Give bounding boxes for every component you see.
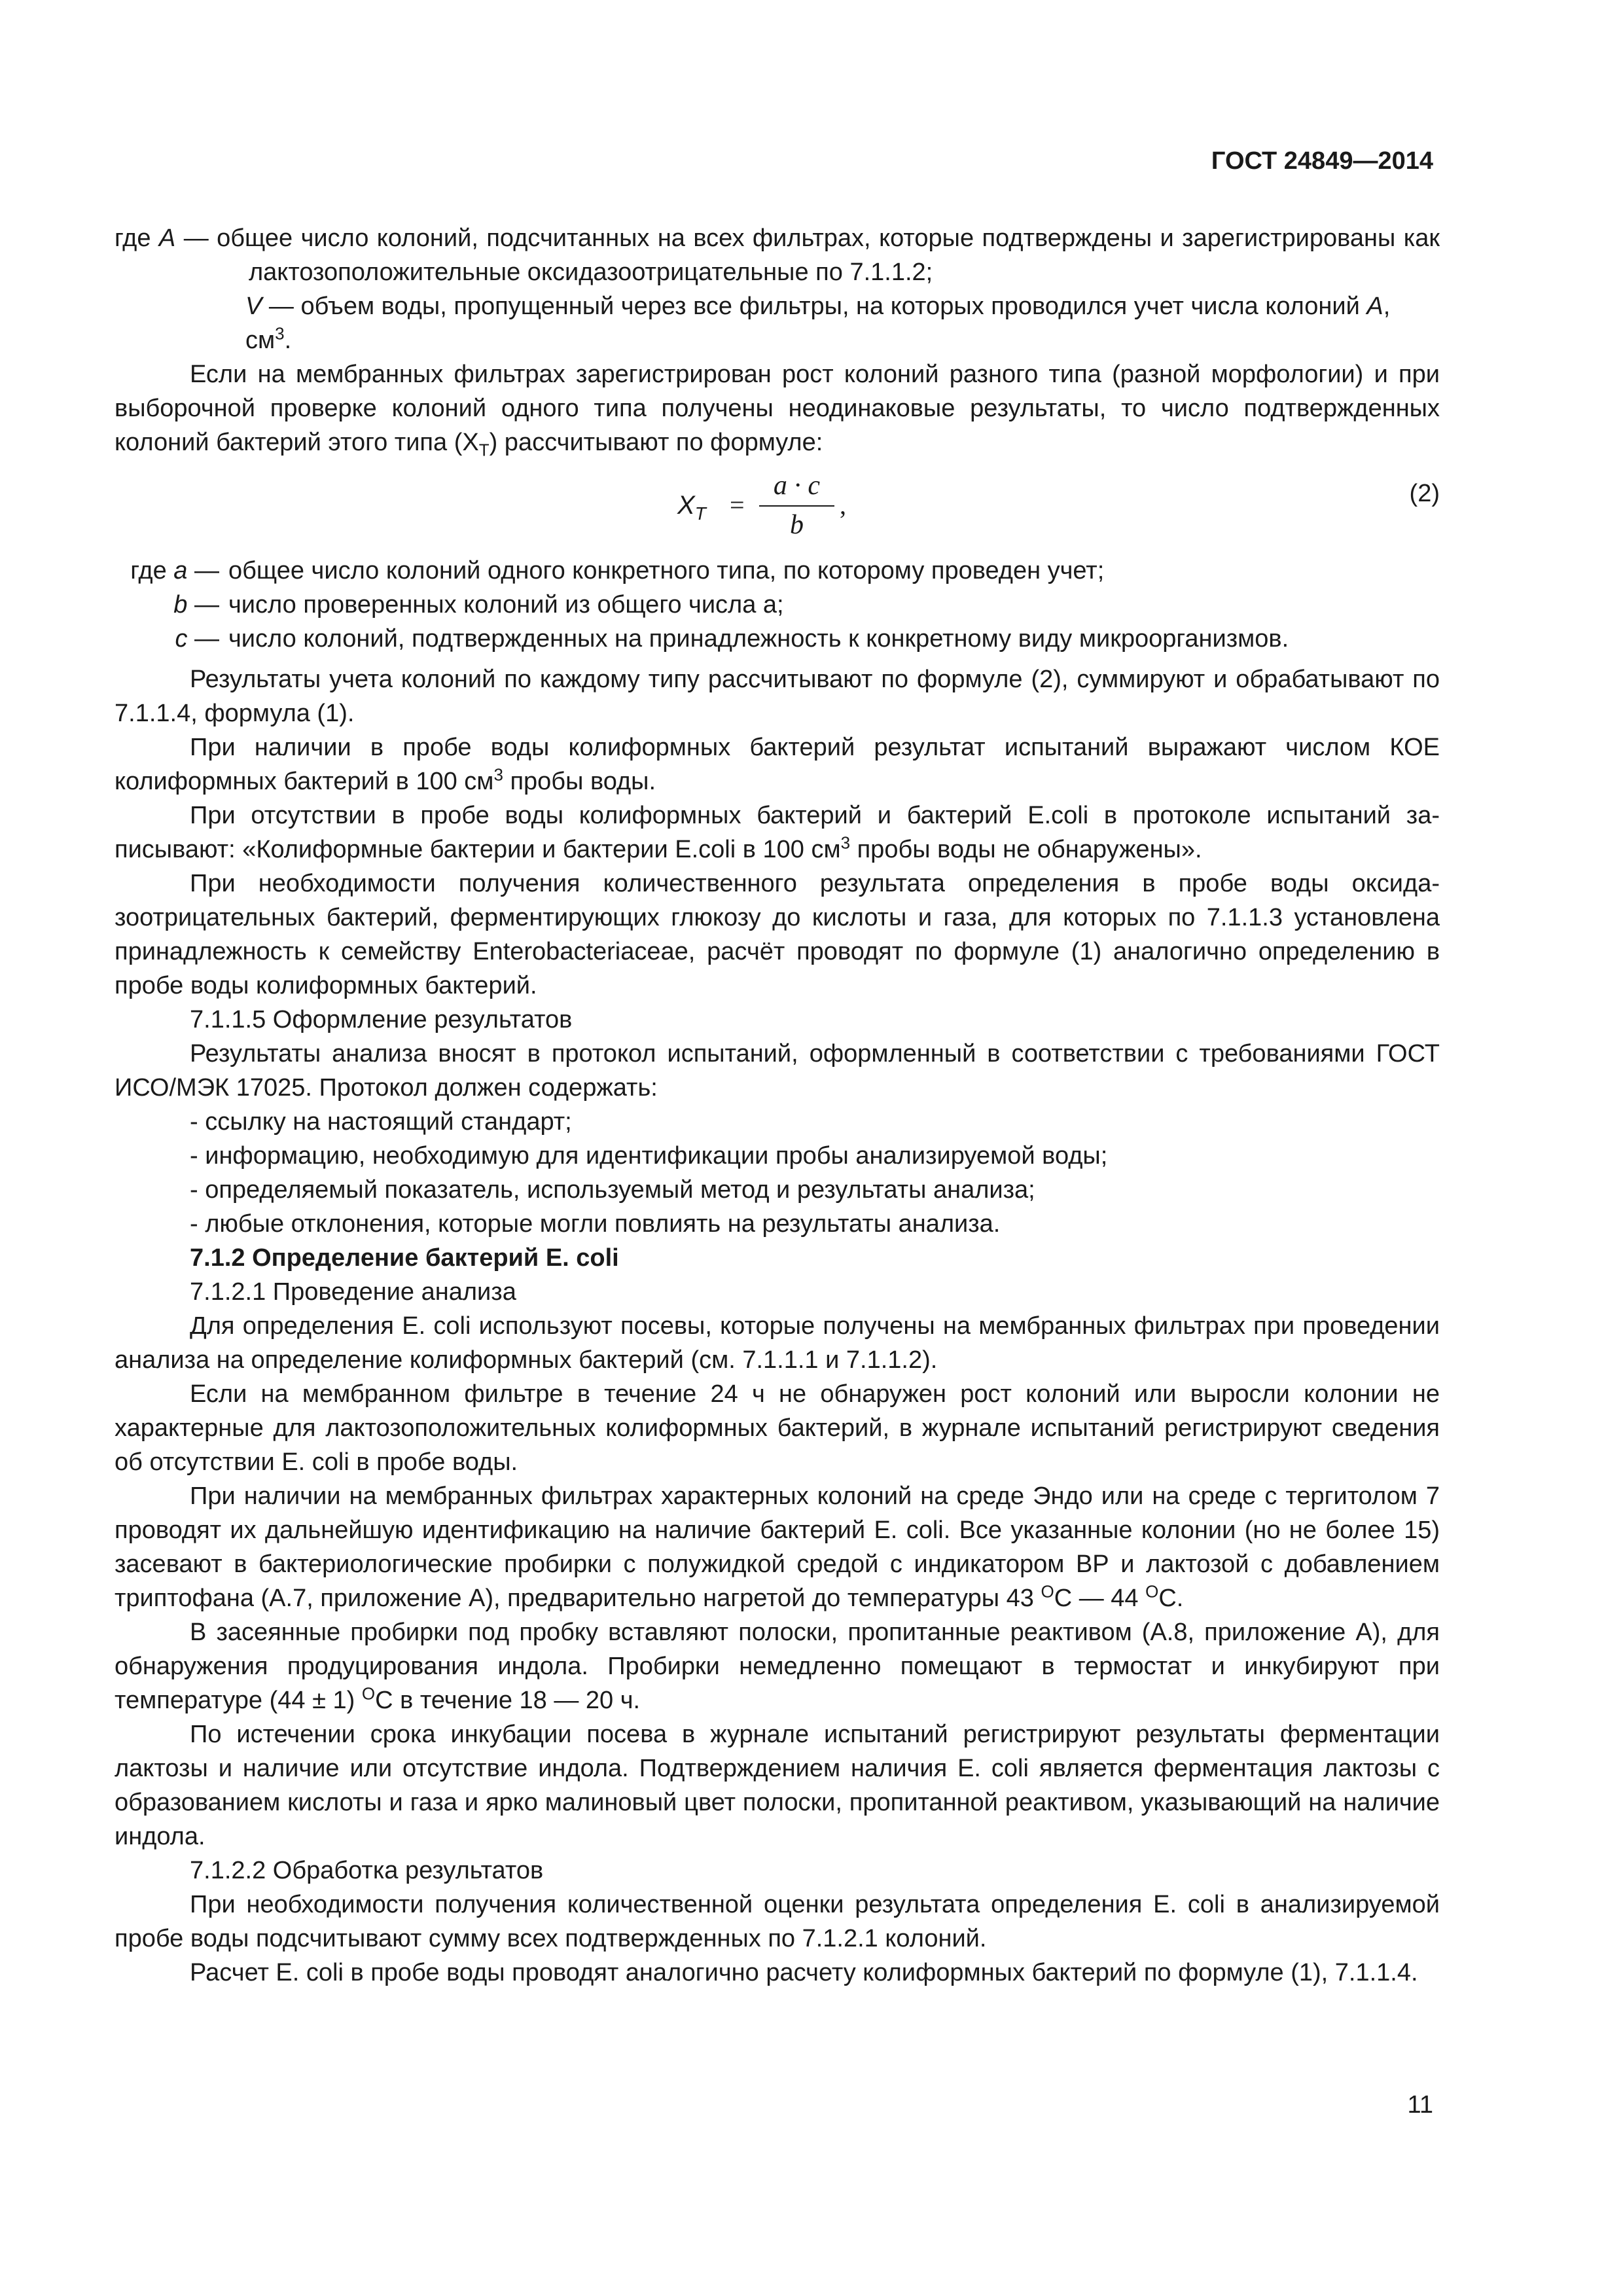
paragraph: При необходимости получения количественной оценки результата определения E. coli в анализируемой пробе воды подсчитывают сумму всех подтвержденных по 7.1.2.1 колоний. [115, 1891, 1440, 1952]
formula-numerator: a · c [759, 469, 834, 507]
paragraph: В засеянные пробирки под пробку вставляют полоски, пропитанные реактивом (А.8, приложение А), для обнаружения продуцирования индола. Пробирки немедленно помещают в термостат и инкубируют при температуре (44 ± 1) $^О$С в течение 18 — 20 ч. [115, 1619, 1440, 1714]
paragraph: По истечении срока инкубации посева в журнале испытаний регистрируют результаты ферментации лактозы и наличие или отсутствие индола. Подтверждением наличия E. coli является ферментация лактозы с образованием кислоты и газа и ярко малиновый цвет полоски, пропитанной реактивом, указывающий на наличие индола. [115, 1721, 1440, 1850]
paragraph: Результаты анализа вносят в протокол испытаний, оформленный в соответствии с требованиями ГОСТ ИСО/МЭК 17025. Протокол должен содержать: [115, 1040, 1440, 1102]
paragraph: Результаты учета колоний по каждому типу рассчитывают по формуле (2), суммируют и обрабатывают по 7.1.1.4, формула (1). [115, 666, 1440, 727]
formula-2: $Х_Т$ = $\frac{a \cdot c}{b}$ , (2) [115, 469, 1440, 548]
formula-equals: = [730, 490, 745, 520]
definition-v: V — объем воды, пропущенный через все фильтры, на которых проводился учет числа колоний А, $см^3$. [245, 293, 1391, 354]
list-item: - определяемый показатель, используемый метод и результаты анализа; [190, 1176, 1035, 1204]
list-item: - любые отклонения, которые могли повлиять на результаты анализа. [190, 1210, 1001, 1238]
legend-row: c — число колоний, подтвержденных на принадлежность к конкретному виду микроорганизмов. [175, 625, 1289, 653]
formula-lhs: $Х_Т$ [677, 491, 706, 524]
symbol-a: А [158, 224, 176, 252]
paragraph: Если на мембранном фильтре в течение 24 ч не обнаружен рост колоний или выросли колонии не характерные для лактозоположительных колиформных бактерий, в журнале испытаний регистрируют сведения об отсутствии E. coli в пробе воды. [115, 1380, 1440, 1476]
paragraph-multiple-types: Если на мембранных фильтрах зарегистрирован рост колоний разного типа (разной морфологии) и при выборочной проверке колоний одного типа получены неодинаковые результаты, то число подтвержденных колоний бактерий этого типа $(Х_Т)$ рассчитывают по формуле: [115, 361, 1440, 460]
paragraph: При необходимости получения количественного результата определения в пробе воды оксидазоотрицательных бактерий, ферментирующих глюкозу до кислоты и газа, для которых по 7.1.1.3 установлена принадлежность к семейству Enterobacteriaceae, расчёт проводят по формуле (1) аналогично определению в пробе воды колиформных бактерий. [115, 870, 1440, 999]
paragraph: Для определения E. coli используют посевы, которые получены на мембранных фильтрах при проведении анализа на определение колиформных бактерий (см. 7.1.1.1 и 7.1.1.2). [115, 1312, 1440, 1374]
paragraph: При наличии на мембранных фильтрах характерных колоний на среде Эндо или на среде с тергитолом 7 проводят их дальнейшую идентификацию на наличие бактерий E. coli. Все указанные колонии (но не более 15) засевают в бактериологические пробирки с полужидкой средой с индикатором ВР и лактозой с добавлением триптофана (А.7, приложение А), предварительно нагретой до температуры 43 $^О$С — 44 $^О$С. [115, 1482, 1440, 1612]
formula-denominator: b [790, 510, 804, 540]
paragraph: Расчет E. coli в пробе воды проводят аналогично расчету колиформных бактерий по формуле (1), 7.1.1.4. [190, 1959, 1418, 1986]
definition-a: где А — общее число колоний, подсчитанных на всех фильтрах, которые подтверждены и зарегистрированы как лактозоположительные оксидазоотрицательные по 7.1.1.2; [115, 224, 1440, 286]
list-item: - информацию, необходимую для идентификации пробы анализируемой воды; [190, 1142, 1108, 1170]
symbol-v: V [245, 293, 262, 320]
section-heading-7121: 7.1.2.1 Проведение анализа [190, 1278, 516, 1306]
formula-number: (2) [1409, 480, 1440, 507]
page-number: 11 [1407, 2091, 1433, 2119]
legend-row: где a — общее число колоний одного конкретного типа, по которому проведен учет; [130, 557, 1105, 584]
section-heading-7122: 7.1.2.2 Обработка результатов [190, 1857, 544, 1884]
legend-row: b — число проверенных колоний из общего числа a; [173, 591, 784, 619]
paragraph: При отсутствии в пробе воды колиформных бактерий и бактерий E.coli в протоколе испытаний записывают: «Колиформные бактерии и бактерии E.coli в 100 $см^3$ пробы воды не обнаружены». [115, 802, 1440, 863]
section-heading-7115: 7.1.1.5 Оформление результатов [190, 1006, 573, 1033]
page-content [115, 221, 1440, 1990]
standard-header: ГОСТ 24849—2014 [1211, 147, 1433, 175]
list-item: - ссылку на настоящий стандарт; [190, 1108, 572, 1136]
formula-fraction [759, 469, 834, 542]
paragraph: При наличии в пробе воды колиформных бактерий результат испытаний выражают числом КОЕ колиформных бактерий в 100 $см^3$ пробы воды. [115, 734, 1440, 795]
section-heading-712: 7.1.2 Определение бактерий E. coli [190, 1244, 619, 1272]
formula-2-legend [115, 554, 1440, 656]
